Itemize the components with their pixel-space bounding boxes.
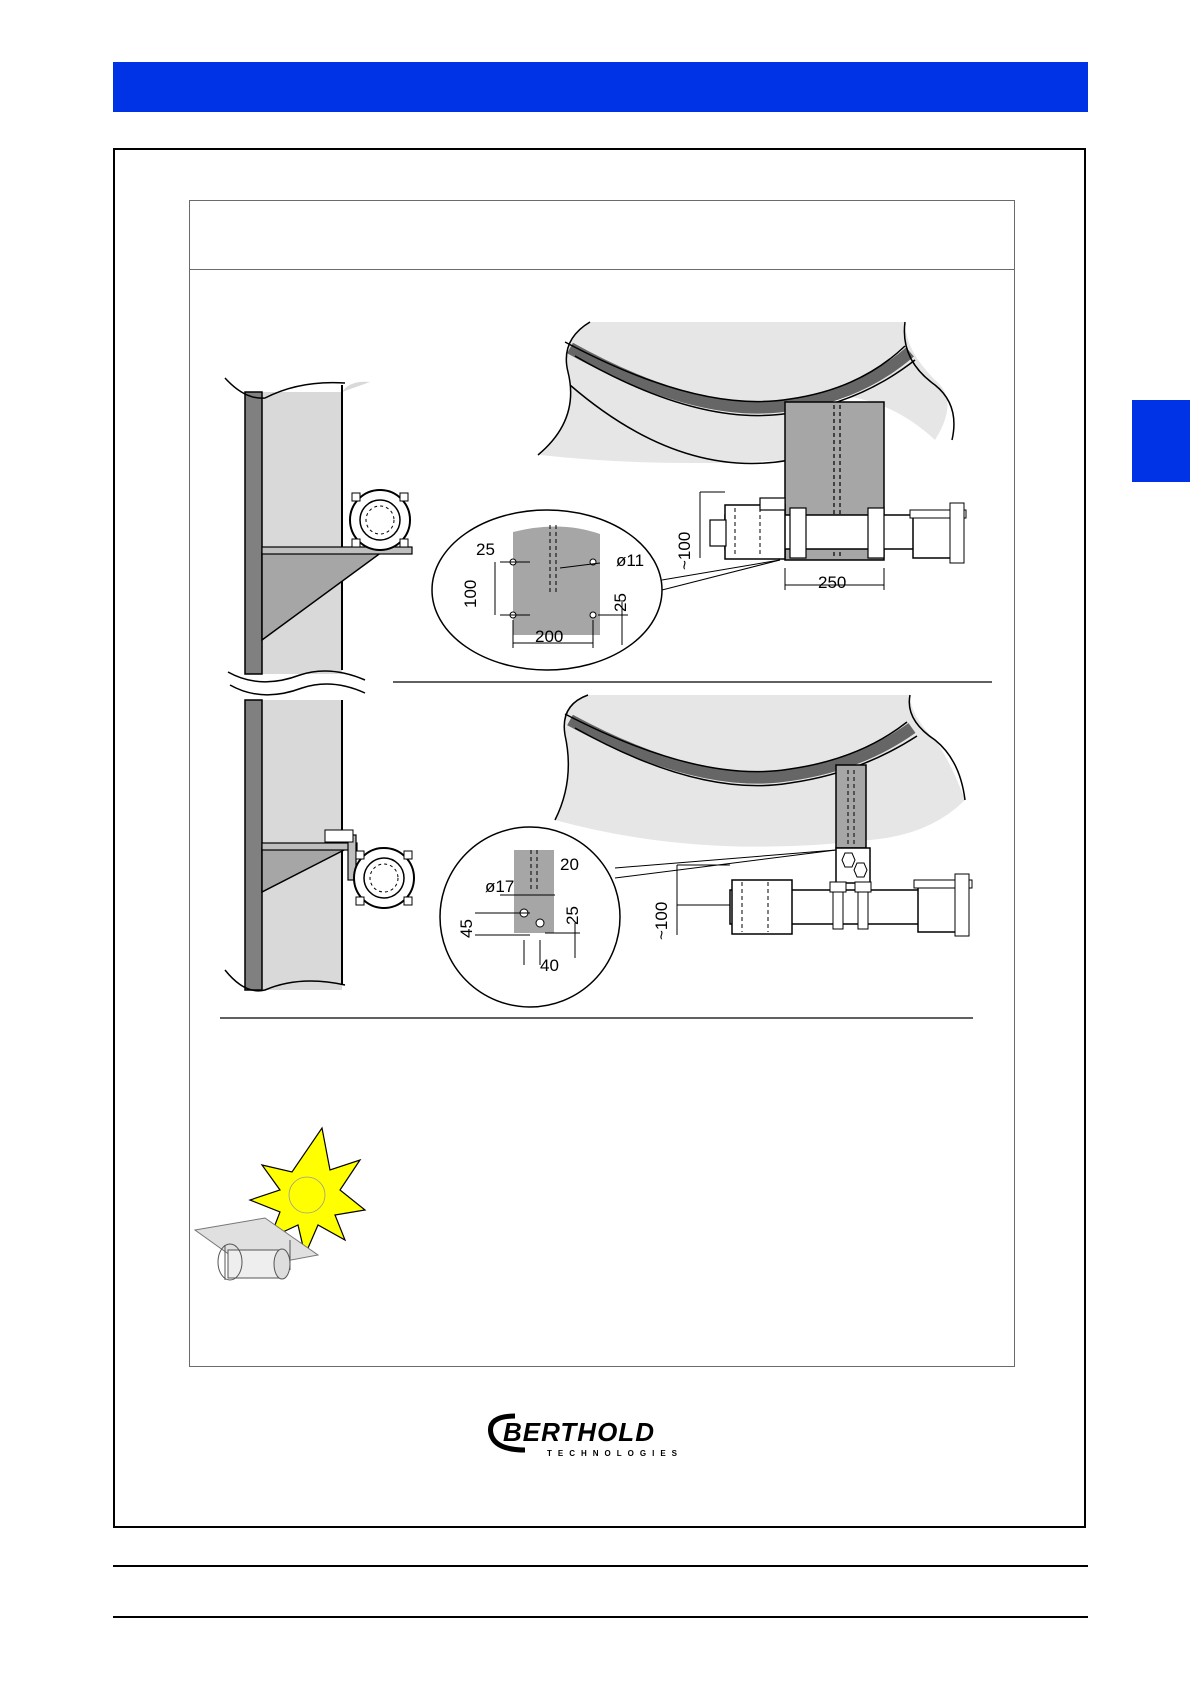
logo-subtitle: TECHNOLOGIES [547,1449,684,1458]
footer-rule-bottom [113,1616,1088,1618]
dim-detail-25: 25 [563,906,582,925]
dim-detail-diameter-17: ø17 [485,877,515,896]
dim-top-100: ~100 [675,531,694,570]
dim-detail-100: 100 [461,579,480,608]
dim-bottom-100: ~100 [652,901,671,940]
sun-shade-illustration [195,1128,365,1280]
bottom-mounting-view [440,695,972,1007]
berthold-logo [485,1408,715,1460]
dim-detail-20: 20 [560,855,579,874]
dim-top-250: 250 [818,573,847,592]
logo-brand: BERTHOLD [503,1417,655,1447]
dim-detail-25-top: 25 [476,540,495,559]
dim-detail-200: 200 [535,627,564,646]
vertical-pipe-illustration [225,378,414,991]
dim-detail-40: 40 [540,956,559,975]
top-mounting-view [432,322,966,670]
dim-detail-diameter-11: ø11 [616,551,645,570]
dim-detail-25-right: 25 [611,593,630,612]
dim-detail-45: 45 [457,919,476,938]
footer-rule-top [113,1565,1088,1567]
